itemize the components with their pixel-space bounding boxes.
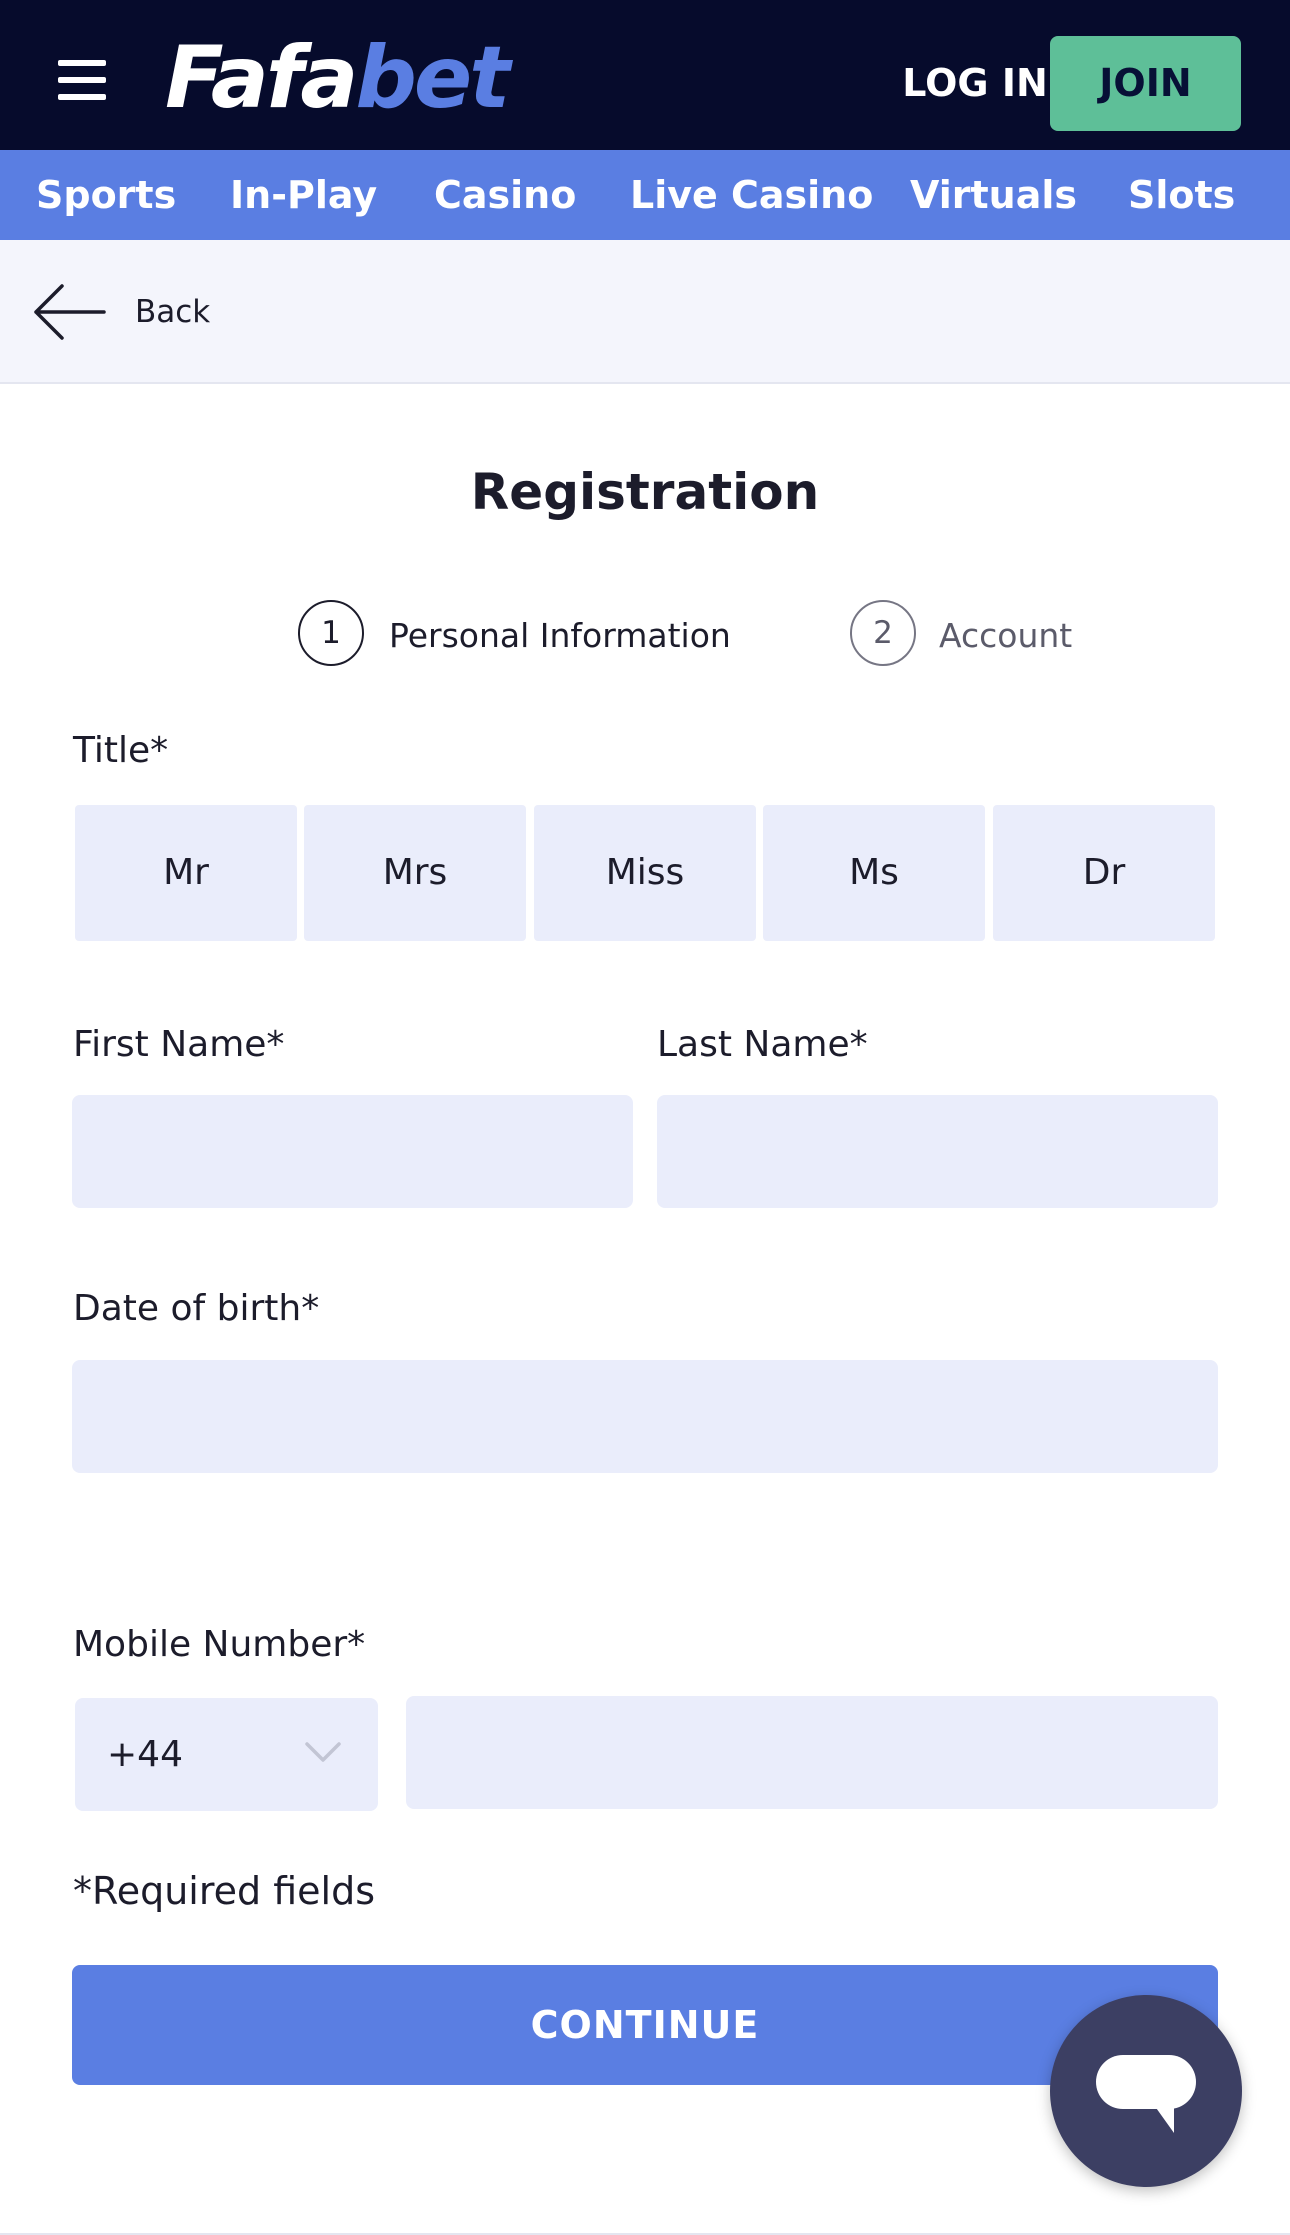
page-title: Registration — [470, 463, 820, 521]
mobile-number-input[interactable] — [406, 1696, 1218, 1809]
chat-button[interactable] — [1050, 1995, 1242, 2187]
back-link[interactable]: Back — [135, 294, 211, 330]
first-name-label: First Name* — [73, 1024, 285, 1065]
nav-item-slots[interactable]: Slots — [1128, 173, 1236, 217]
dob-label: Date of birth* — [73, 1288, 320, 1329]
dob-input[interactable] — [72, 1360, 1218, 1473]
title-option-mrs[interactable]: Mrs — [304, 805, 526, 941]
continue-button[interactable]: CONTINUE — [72, 1965, 1218, 2085]
step-2-label: Account — [939, 616, 1073, 655]
hamburger-icon[interactable] — [58, 60, 106, 100]
country-code-select[interactable] — [75, 1698, 378, 1811]
arrow-left-icon[interactable] — [32, 282, 107, 342]
step-1-label: Personal Information — [389, 616, 731, 655]
login-button[interactable]: LOG IN — [902, 61, 1048, 105]
last-name-input[interactable] — [657, 1095, 1218, 1208]
nav-item-in-play[interactable]: In-Play — [230, 173, 378, 217]
title-option-miss[interactable]: Miss — [534, 805, 756, 941]
nav-item-virtuals[interactable]: Virtuals — [910, 173, 1078, 217]
nav-item-live-casino[interactable]: Live Casino — [630, 173, 874, 217]
title-label: Title* — [73, 730, 169, 771]
join-button[interactable]: JOIN — [1050, 36, 1241, 131]
mobile-label: Mobile Number* — [73, 1624, 366, 1665]
nav-item-sports[interactable]: Sports — [36, 173, 177, 217]
top-header — [0, 0, 1290, 150]
main-nav — [0, 150, 1290, 240]
title-option-ms[interactable]: Ms — [763, 805, 985, 941]
step-1-indicator: 1 — [298, 600, 364, 666]
title-option-mr[interactable]: Mr — [75, 805, 297, 941]
chat-bubble-icon — [1096, 2055, 1196, 2137]
first-name-input[interactable] — [72, 1095, 633, 1208]
required-fields-note: *Required fields — [73, 1869, 375, 1913]
step-2-indicator: 2 — [850, 600, 916, 666]
chevron-down-icon — [303, 1736, 343, 1766]
title-option-dr[interactable]: Dr — [993, 805, 1215, 941]
fafabet-logo[interactable]: Fafabet — [165, 28, 508, 128]
nav-item-casino[interactable]: Casino — [434, 173, 577, 217]
last-name-label: Last Name* — [657, 1024, 868, 1065]
country-code-value: +44 — [107, 1734, 183, 1775]
back-bar — [0, 240, 1290, 384]
